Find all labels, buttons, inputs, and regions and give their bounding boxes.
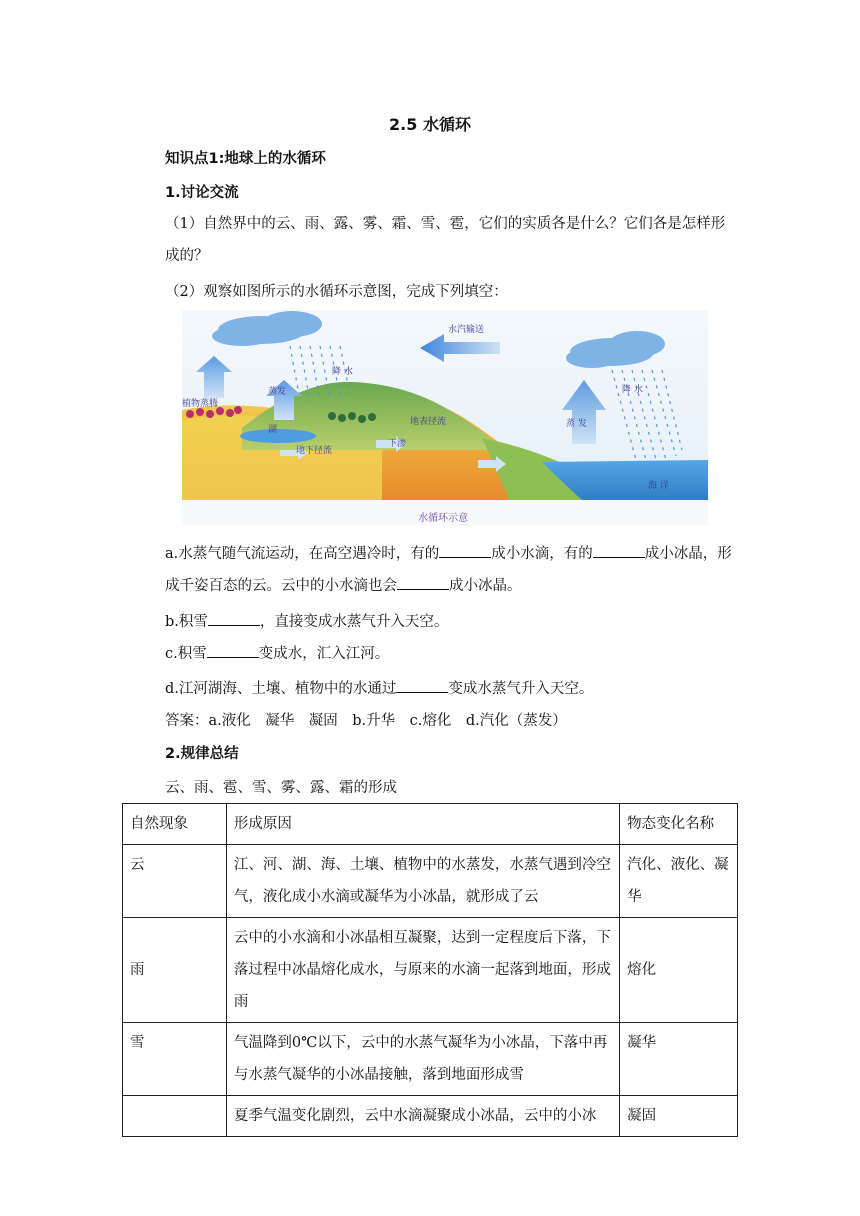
fill-item-c: c.积雪 变成水，汇入江河。 <box>165 642 389 663</box>
cell-cause: 云中的小水滴和小冰晶相互凝聚，达到一定程度后下落，下落过程中冰晶熔化成水，与原来的水滴一起落到地面，形成雨 <box>226 918 619 1023</box>
figure-caption: 水循环示意 <box>418 513 468 524</box>
label-rain-left: 降 水 <box>332 367 353 377</box>
cell-change: 凝华 <box>620 1023 738 1096</box>
blank-b[interactable] <box>208 611 260 626</box>
cell-phenomenon: 雨 <box>123 918 227 1023</box>
cell-change: 熔化 <box>620 918 738 1023</box>
cell-cause: 夏季气温变化剧烈，云中水滴凝聚成小冰晶，云中的小冰 <box>226 1096 619 1137</box>
cell-change: 汽化、液化、凝华 <box>620 845 738 918</box>
cell-cause: 江、河、湖、海、土壤、植物中的水蒸发，水蒸气遇到冷空气，液化成小水滴或凝华为小冰晶，就形成了云 <box>226 845 619 918</box>
label-rain-right: 降 水 <box>622 385 643 395</box>
table-row <box>123 845 738 918</box>
cell-phenomenon: 雪 <box>123 1023 227 1096</box>
blank-d[interactable] <box>396 678 448 693</box>
table-row <box>123 1023 738 1096</box>
label-vapor-transport: 水汽输送 <box>448 325 485 335</box>
question-1: （1）自然界中的云、雨、露、雾、霜、雪、雹，它们的实质各是什么？它们各是怎样形成的？ <box>165 216 726 264</box>
label-surface-runoff: 地表径流 <box>410 417 447 427</box>
label-evaporation-left: 蒸发 <box>268 387 287 397</box>
water-cycle-figure <box>182 310 708 526</box>
cell-cause: 气温降到0℃以下，云中的水蒸气凝华为小冰晶，下落中再与水蒸气凝华的小冰晶接触，落到地面形成雪 <box>226 1023 619 1096</box>
fill-item-d: d.江河湖海、土壤、植物中的水通过 变成水蒸气升入天空。 <box>165 677 593 698</box>
cell-change: 凝固 <box>620 1096 738 1137</box>
cell-phenomenon <box>123 1096 227 1137</box>
label-lake: 湖 <box>268 425 278 435</box>
label-transpiration: 植物蒸腾 <box>182 399 219 409</box>
label-ocean: 海 洋 <box>648 481 669 491</box>
table-caption: 云、雨、雹、雪、雾、露、霜的形成 <box>165 780 397 796</box>
question-2: （2）观察如图所示的水循环示意图，完成下列填空： <box>165 284 508 300</box>
blank-c[interactable] <box>207 643 259 658</box>
header-change: 物态变化名称 <box>620 804 738 845</box>
cell-phenomenon: 云 <box>123 845 227 918</box>
blank-a2[interactable] <box>593 543 645 558</box>
label-underground-runoff: 地下径流 <box>296 446 333 456</box>
formation-table <box>122 803 738 1137</box>
table-row <box>123 1096 738 1137</box>
label-evaporation-right: 蒸 发 <box>566 419 587 429</box>
blank-a1[interactable] <box>439 543 491 558</box>
fill-item-b: b.积雪 ，直接变成水蒸气升入天空。 <box>165 610 448 631</box>
blank-a3[interactable] <box>397 575 449 590</box>
section-heading: 知识点1:地球上的水循环 <box>165 151 326 167</box>
label-infiltration: 下渗 <box>388 439 407 449</box>
table-row <box>123 918 738 1023</box>
fill-item-a: a.水蒸气随气流运动，在高空遇冷时，有的 成小水滴，有的 成小冰晶，形成千姿百态的云。云中的小水滴也会 成小冰晶。 <box>165 538 735 602</box>
page-title: 2.5 水循环 <box>389 115 471 134</box>
header-cause: 形成原因 <box>226 804 619 845</box>
subheading-discussion: 1.讨论交流 <box>165 185 239 201</box>
header-phenomenon: 自然现象 <box>123 804 227 845</box>
subheading-summary: 2.规律总结 <box>165 746 239 762</box>
answer-line: 答案：a.液化 凝华 凝固 b.升华 c.熔化 d.汽化（蒸发） <box>165 713 567 729</box>
table-header-row <box>123 804 738 845</box>
